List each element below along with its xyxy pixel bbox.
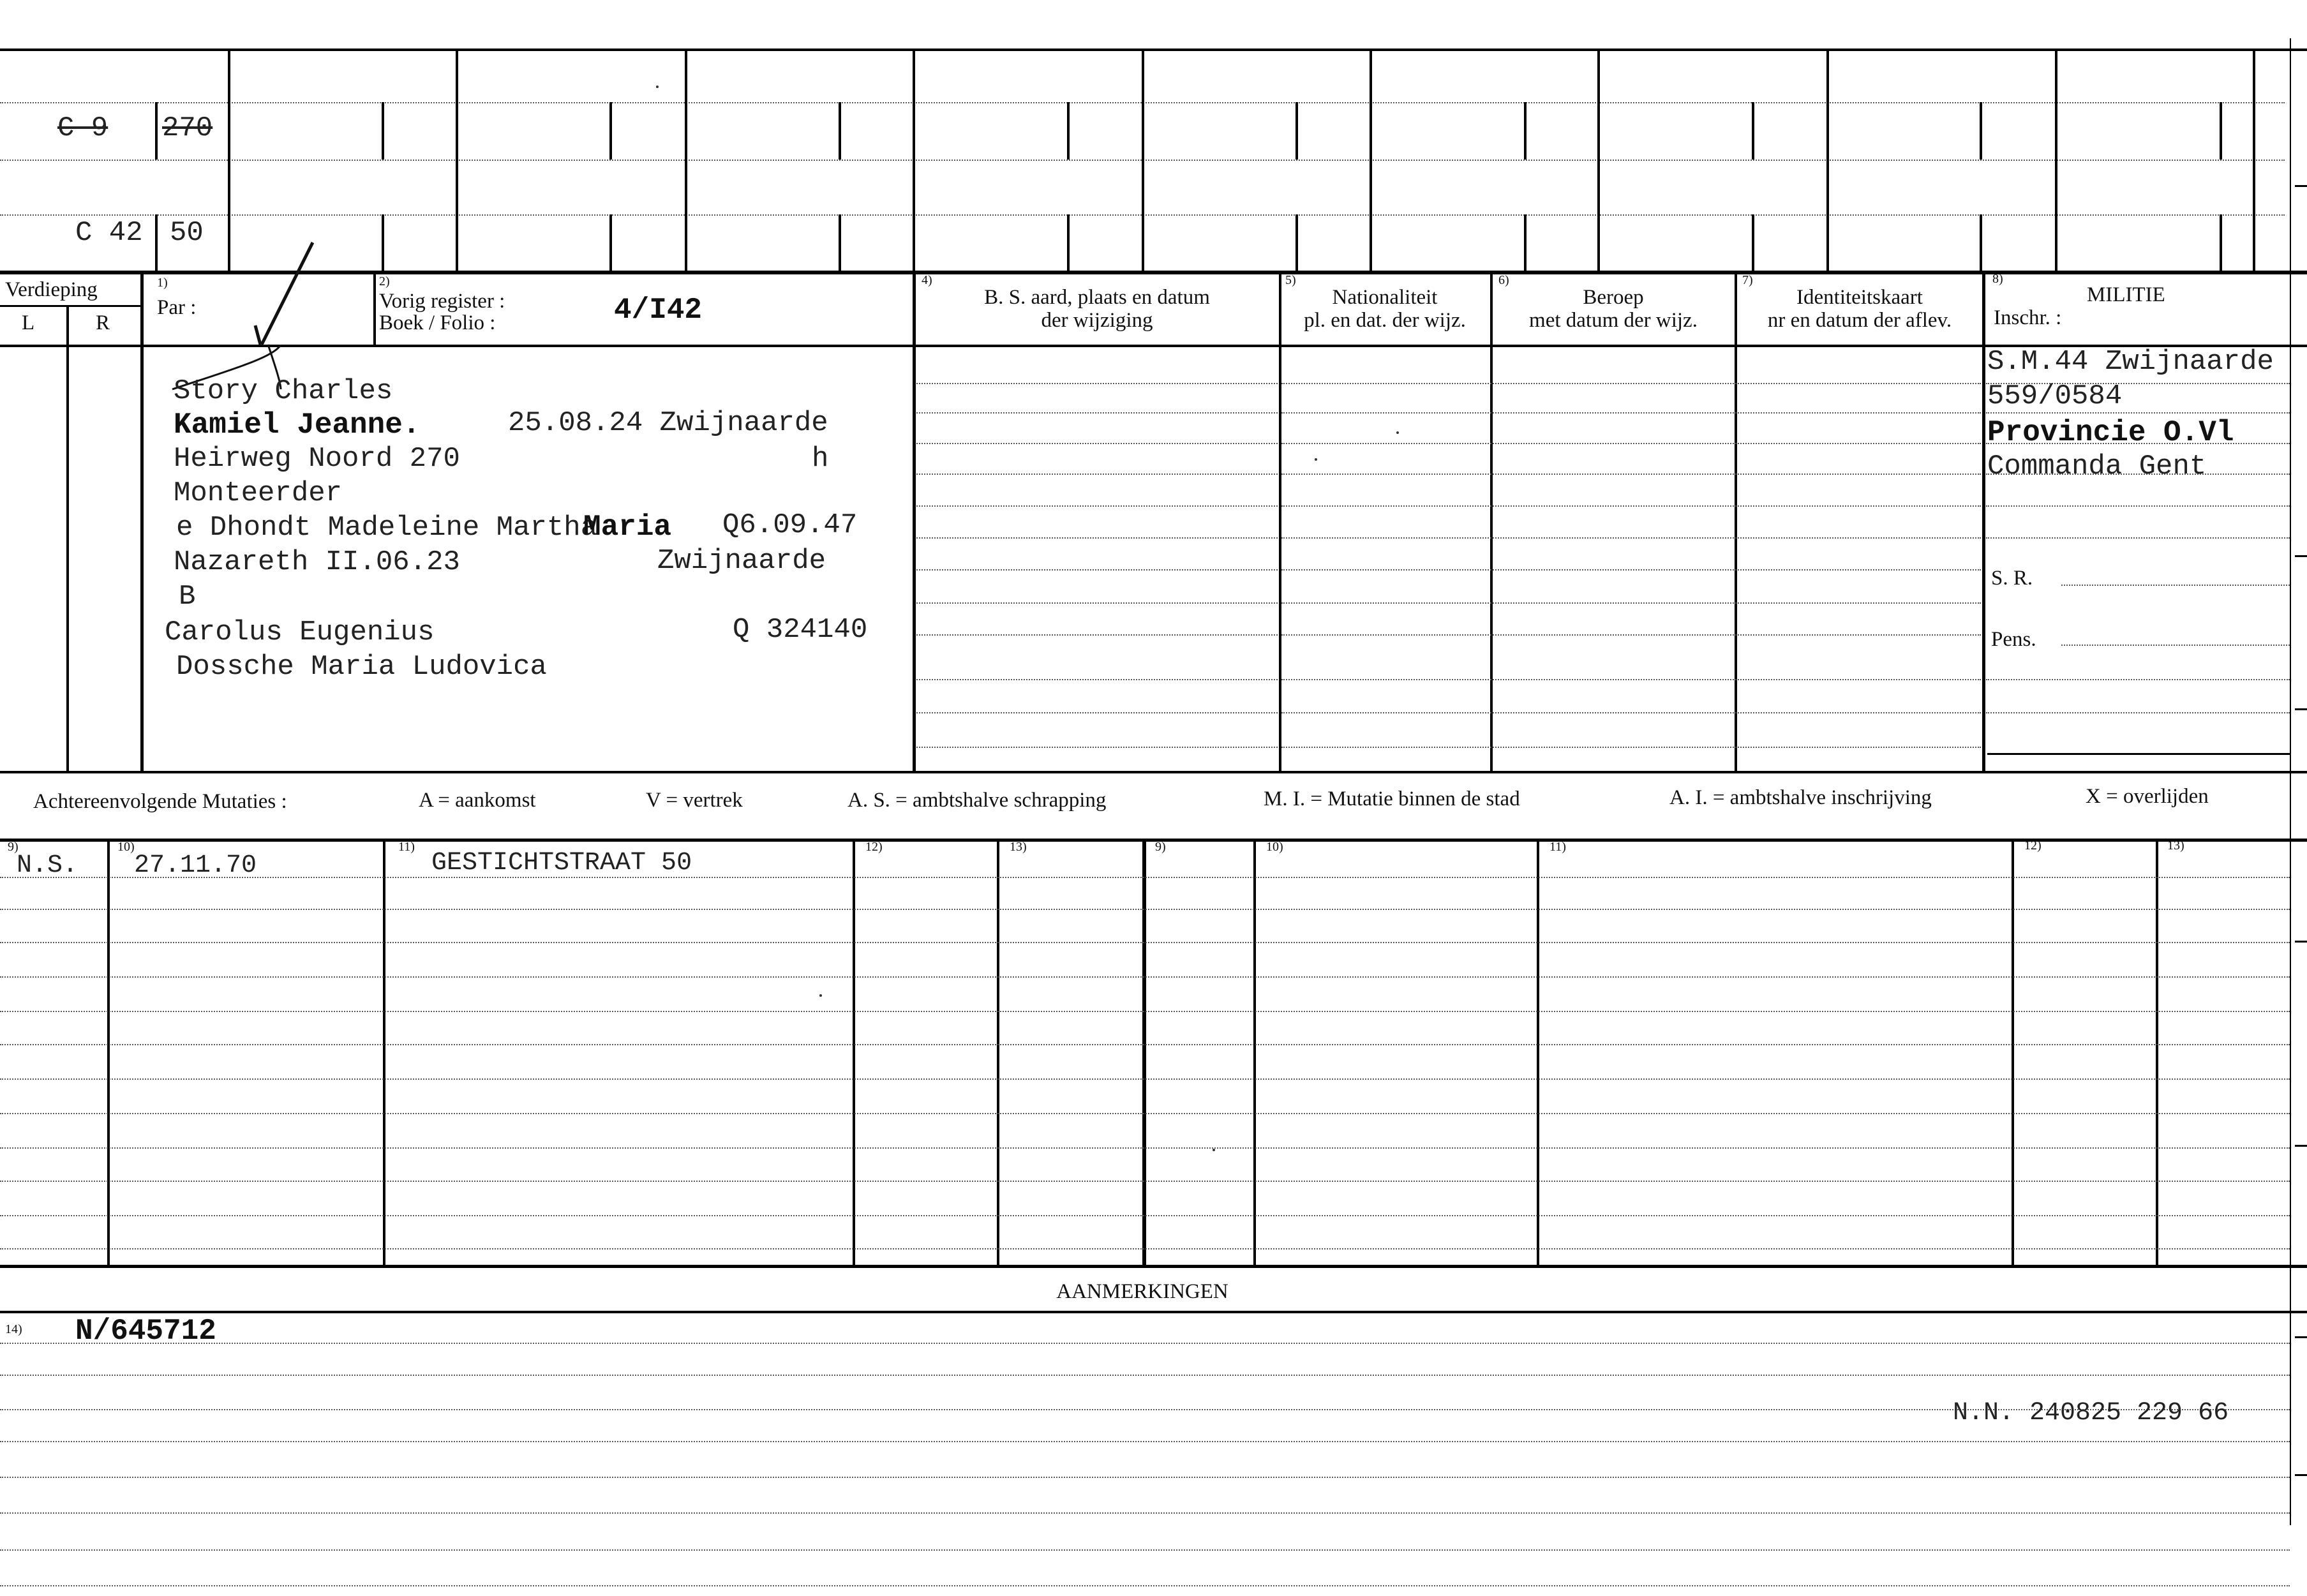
mut-dotted <box>0 1147 2290 1149</box>
remark-line <box>0 1512 2290 1514</box>
dotted-line <box>1281 412 1981 414</box>
grid-col <box>2055 48 2057 271</box>
edge-tick <box>2295 1145 2307 1147</box>
mut-col-num: 9) <box>1155 840 1166 854</box>
mut-col <box>2012 839 2014 1266</box>
vorig-register-label: Vorig register : <box>379 290 505 313</box>
mutation-address: GESTICHTSTRAAT 50 <box>431 849 692 877</box>
par-label: Par : <box>157 296 197 319</box>
mutation-code: N.S. <box>17 851 78 880</box>
mut-col-num: 12) <box>2024 839 2042 853</box>
mother-name: Dossche Maria Ludovica <box>176 651 547 683</box>
grid-code-old: C 9 <box>57 112 108 144</box>
col-divider <box>373 273 376 345</box>
aanmerkingen-top <box>0 1265 2307 1268</box>
par-number: 1) <box>157 276 168 290</box>
identiteitskaart-label: Identiteitskaart <box>1796 286 1923 309</box>
dotted-line <box>916 383 1278 384</box>
legend-vertrek: V = vertrek <box>646 789 743 812</box>
grid-col <box>1370 48 1372 271</box>
aanmerkingen-divider <box>0 1311 2307 1313</box>
mut-dotted <box>0 1011 2290 1012</box>
grid-subcol <box>155 102 158 160</box>
l-label: L <box>22 311 35 334</box>
id-number: 7) <box>1742 273 1753 287</box>
dotted-line <box>916 443 1278 444</box>
spouse-date: Q6.09.47 <box>722 509 858 541</box>
grid-col <box>2253 48 2255 271</box>
beroep-label: Beroep <box>1583 286 1644 309</box>
mut-col <box>2156 839 2158 1266</box>
dotted-line <box>916 569 1278 571</box>
grid-code: C 42 <box>75 217 143 249</box>
dotted-line <box>1281 474 1981 475</box>
sr-label: S. R. <box>1991 567 2033 590</box>
legend-schrapping: A. S. = ambtshalve schrapping <box>847 789 1107 812</box>
beroep-number: 6) <box>1498 273 1509 287</box>
grid-subcol <box>2220 102 2222 160</box>
mut-col <box>853 839 855 1266</box>
edge-tick <box>2295 555 2307 557</box>
nationaliteit-label-2: pl. en dat. der wijz. <box>1304 309 1466 332</box>
mut-col-num: 11) <box>398 840 415 854</box>
mut-col <box>1253 839 1256 1266</box>
legend-aankomst: A = aankomst <box>419 789 536 812</box>
grid-subcol <box>1524 214 1527 271</box>
spouse-birth-place: Zwijnaarde <box>657 545 826 577</box>
dotted-line <box>916 505 1278 507</box>
mut-dotted <box>0 877 2290 878</box>
dotted-line <box>1281 505 1981 507</box>
militie-line-4: Commanda Gent <box>1987 451 2207 482</box>
pens-label: Pens. <box>1991 628 2036 651</box>
col-divider <box>1735 273 1737 771</box>
grid-subcol <box>382 102 384 160</box>
mut-col <box>997 839 999 1266</box>
mutaties-table-top <box>0 839 2307 842</box>
dotted-line <box>1281 679 1981 680</box>
dotted-line <box>916 537 1278 539</box>
r-label: R <box>96 311 110 334</box>
grid-subcol <box>1752 102 1754 160</box>
spouse-name: e Dhondt Madeleine Martha <box>176 512 598 544</box>
right-edge <box>2290 38 2291 1525</box>
aanmerkingen-title: AANMERKINGEN <box>1056 1280 1228 1303</box>
grid-subcol <box>1067 102 1070 160</box>
legend-overlijden: X = overlijden <box>2086 785 2209 808</box>
mutation-date: 27.11.70 <box>134 851 257 880</box>
grid-col <box>456 48 458 271</box>
mut-dotted <box>0 1248 2290 1249</box>
mut-col-num: 12) <box>865 840 883 854</box>
bs-number: 4) <box>922 273 932 287</box>
birth-date-place: 25.08.24 Zwijnaarde <box>508 407 828 439</box>
beroep-label-2: met datum der wijz. <box>1529 309 1698 332</box>
mut-col <box>1537 839 1539 1266</box>
mut-col-num: 13) <box>2167 839 2184 853</box>
col-divider <box>1490 273 1493 771</box>
militie-line-2: 559/0584 <box>1987 380 2123 412</box>
dotted-line <box>1281 634 1981 636</box>
dotted-line <box>916 602 1278 604</box>
aanmerkingen-number: 14) <box>5 1322 22 1336</box>
lr-divider <box>66 305 69 771</box>
identiteitskaart-label-2: nr en datum der aflev. <box>1767 309 1952 332</box>
grid-subcol <box>1067 214 1070 271</box>
remark-line <box>0 1375 2290 1376</box>
scan-speck <box>1396 431 1399 434</box>
militie-line-1: S.M.44 Zwijnaarde <box>1987 346 2274 378</box>
militie-number: 8) <box>1992 272 2003 286</box>
dotted-line <box>1986 679 2290 680</box>
mut-dotted <box>0 1044 2290 1045</box>
dotted-line <box>916 634 1278 636</box>
bs-label: B. S. aard, plaats en datum <box>984 286 1210 309</box>
edge-tick <box>2295 708 2307 710</box>
col-divider <box>1982 273 1985 771</box>
grid-col <box>913 48 915 271</box>
national-number: N.N. 240825 229 66 <box>1953 1399 2229 1428</box>
grid-subcol <box>1295 214 1298 271</box>
dotted-line <box>1281 712 1981 713</box>
mut-dotted <box>0 942 2290 943</box>
dotted-line <box>916 412 1278 414</box>
address: Heirweg Noord 270 <box>174 443 460 475</box>
nationaliteit-label: Nationaliteit <box>1332 286 1438 309</box>
grid-subcol <box>839 102 841 160</box>
grid-subcol <box>1980 214 1982 271</box>
grid-subcol <box>155 214 158 271</box>
militie-divider <box>1987 753 2290 755</box>
mark-b: B <box>179 581 196 613</box>
dotted-line <box>2061 585 2290 586</box>
dotted-line <box>1281 443 1981 444</box>
militie-line-3: Provincie O.Vl <box>1987 416 2234 449</box>
person-line-1: Story Charles <box>174 375 393 407</box>
header-bottom-border <box>0 345 2307 347</box>
grid-subcol <box>1295 102 1298 160</box>
mut-col-num: 9) <box>8 840 19 854</box>
dotted-line <box>1281 747 1981 748</box>
dotted-line <box>1986 412 2290 414</box>
grid-subcol <box>2220 214 2222 271</box>
mutaties-title: Achtereenvolgende Mutaties : <box>33 790 287 813</box>
mut-dotted <box>0 1181 2290 1182</box>
remark-line <box>0 1409 2290 1410</box>
edge-tick <box>2295 941 2307 943</box>
grid-subcol <box>609 214 612 271</box>
grid-number: 50 <box>170 217 204 249</box>
code-number: Q 324140 <box>733 614 868 646</box>
remark-line <box>0 1441 2290 1442</box>
mut-col-num: 11) <box>1549 840 1566 854</box>
grid-number-old: 270 <box>162 112 213 144</box>
mut-dotted <box>0 1215 2290 1216</box>
dotted-line <box>916 712 1278 713</box>
dotted-line <box>1281 602 1981 604</box>
dotted-line <box>1986 712 2290 713</box>
verdieping-divider <box>0 305 140 307</box>
mut-col <box>383 839 385 1266</box>
dotted-line <box>1281 569 1981 571</box>
grid-col <box>1142 48 1144 271</box>
scan-speck <box>656 86 659 88</box>
scan-speck <box>1213 1149 1215 1151</box>
grid-subcol <box>839 214 841 271</box>
grid-subcol <box>1980 102 1982 160</box>
mut-dotted <box>0 909 2290 910</box>
mut-col-center <box>1142 839 1146 1266</box>
grid-col <box>1826 48 1829 271</box>
mut-col-num: 10) <box>117 840 135 854</box>
col-divider <box>913 273 916 771</box>
grid-col <box>1597 48 1600 271</box>
top-border <box>0 48 2307 51</box>
verdieping-label: Verdieping <box>5 278 98 301</box>
militie-label: MILITIE <box>2087 283 2165 306</box>
bs-label-2: der wijziging <box>1041 309 1153 332</box>
dotted-line <box>1986 505 2290 507</box>
father-name: Carolus Eugenius <box>165 616 435 648</box>
dotted-line <box>916 679 1278 680</box>
scan-speck <box>819 994 822 997</box>
remark-line <box>0 1343 2290 1344</box>
mut-dotted <box>0 1078 2290 1080</box>
mut-col <box>107 839 110 1266</box>
dotted-line <box>1986 537 2290 539</box>
inschr-label: Inschr. : <box>1994 306 2062 329</box>
spouse-name-2: Maria <box>583 511 672 544</box>
edge-tick <box>2295 1336 2307 1338</box>
grid-subcol <box>1752 214 1754 271</box>
grid-col <box>685 48 687 271</box>
mut-dotted <box>0 976 2290 978</box>
remark-line <box>0 1585 2290 1586</box>
mut-col-num: 13) <box>1010 840 1027 854</box>
grid-subcol <box>382 214 384 271</box>
dotted-line <box>916 747 1278 748</box>
aanmerkingen-value: N/645712 <box>75 1315 216 1348</box>
dotted-line <box>2061 645 2290 646</box>
nat-number: 5) <box>1285 273 1296 287</box>
grid-subcol <box>609 102 612 160</box>
vorig-number: 2) <box>379 274 390 288</box>
col-divider <box>1279 273 1281 771</box>
edge-tick <box>2295 1474 2307 1476</box>
person-name: Kamiel Jeanne. <box>174 408 421 442</box>
boek-folio-label: Boek / Folio : <box>379 311 496 334</box>
scan-speck <box>1315 458 1317 461</box>
edge-tick <box>2295 185 2307 187</box>
mark-h: h <box>812 443 829 475</box>
dotted-line <box>1281 383 1981 384</box>
spouse-birth: Nazareth II.06.23 <box>174 546 460 578</box>
legend-inschrijving: A. I. = ambtshalve inschrijving <box>1669 786 1932 809</box>
remark-line <box>0 1477 2290 1478</box>
occupation: Monteerder <box>174 477 343 509</box>
dotted-line <box>916 474 1278 475</box>
remark-line <box>0 1549 2290 1551</box>
col-divider <box>140 273 144 771</box>
mutaties-top-border <box>0 771 2307 773</box>
dotted-line <box>1281 537 1981 539</box>
header-top-border <box>0 271 2307 274</box>
mut-dotted <box>0 1113 2290 1114</box>
grid-subcol <box>1524 102 1527 160</box>
boek-folio-value: 4/I42 <box>614 294 703 327</box>
mut-col-num: 10) <box>1266 840 1283 854</box>
legend-mutatie-binnen: M. I. = Mutatie binnen de stad <box>1264 787 1520 810</box>
